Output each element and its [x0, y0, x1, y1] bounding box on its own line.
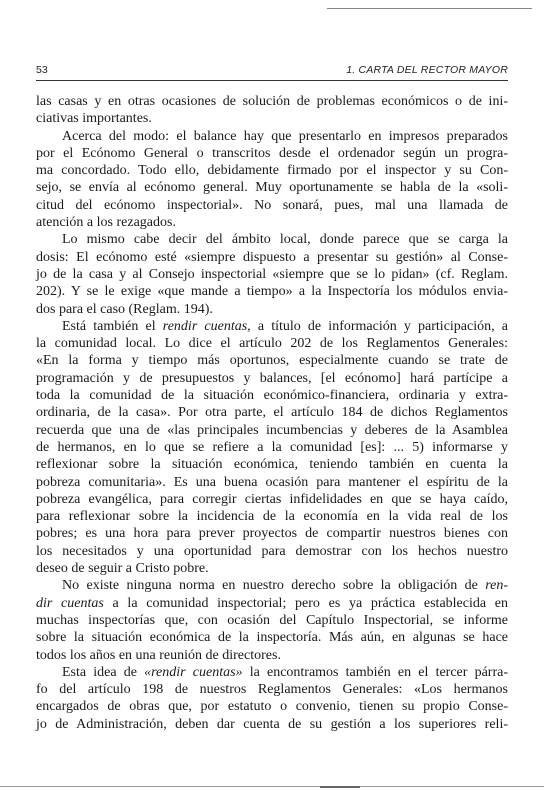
text-line — [36, 698, 508, 715]
italic-text: rendir cuentas, — [162, 318, 251, 334]
text-line — [36, 266, 508, 283]
text-segment: a título de información y participación, a — [250, 318, 508, 334]
text-segment: 202). Y se le exige «que mande a tiempo» a la Inspectoría los módulos envia- — [36, 284, 508, 300]
text-line — [36, 474, 508, 491]
text-segment: atención a los rezagados. — [36, 215, 176, 231]
italic-text: ren- — [485, 578, 508, 594]
text-line — [36, 283, 508, 300]
text-segment: Acerca del modo: el balance hay que presentarlo en impresos preparados — [62, 128, 508, 144]
text-segment: Está también el — [62, 318, 163, 334]
text-segment: jo de Administración, deben dar cuenta de su gestión a los superiores reli- — [36, 716, 508, 732]
text-segment: recuerda que una de «las principales incumbencias y deberes de la Asamblea — [36, 422, 508, 438]
text-segment: Lo mismo cabe decir del ámbito local, donde parece que se carga la — [62, 232, 508, 248]
text-line — [36, 352, 508, 369]
text-line — [36, 647, 508, 664]
text-segment: programación y de presupuestos y balances, [el ecónomo] hará partícipe a — [36, 370, 508, 386]
text-segment: de hermanos, en lo que se refiere a la comunidad [es]: ... 5) informarse y — [36, 439, 508, 455]
text-line — [36, 318, 508, 335]
text-segment: sobre la situación económica de la inspectoría. Más aún, en algunas se hace — [36, 630, 508, 646]
text-segment: las casas y en otras ocasiones de solución de problemas económicos o de ini- — [36, 94, 508, 109]
text-line — [36, 301, 508, 318]
text-segment: jo de la casa y al Consejo inspectorial «siempre que se lo pidan» (cf. Reglam. — [36, 266, 508, 282]
text-segment: los necesitados y una oportunidad para demostrar con los hechos nuestro — [36, 543, 508, 559]
text-segment: deseo de seguir a Cristo pobre. — [36, 561, 209, 577]
text-segment: fo del artículo 198 de nuestros Reglamentos Generales: «Los hermanos — [36, 682, 508, 698]
text-line — [36, 577, 508, 594]
text-segment: a la comunidad inspectorial; pero es ya práctica establecida en — [103, 595, 508, 611]
text-line — [36, 681, 508, 698]
text-segment: la comunidad local. Lo dice el artículo 202 de los Reglamentos Generales: — [36, 336, 508, 352]
text-line — [36, 612, 508, 629]
text-segment: reflexionar sobre la situación económica, teniendo también en cuenta la — [36, 457, 508, 473]
text-segment: por el Ecónomo General o transcritos desde el ordenador según un progra- — [36, 145, 508, 161]
text-line — [36, 93, 508, 110]
text-segment: todos los años en una reunión de directores. — [36, 647, 281, 663]
bottom-rule-mark — [320, 786, 360, 788]
text-segment: ma concordado. Todo ello, debidamente firmado por el inspector y su Con- — [36, 163, 508, 179]
text-segment: para reflexionar sobre la incidencia de la economía en la vida real de los — [36, 509, 508, 525]
running-title: 1. CARTA DEL RECTOR MAYOR — [346, 64, 508, 76]
text-segment: «En la forma y tiempo más oportunos, especialmente cuando se trate de — [36, 353, 508, 369]
text-segment: ciativas importantes. — [36, 111, 152, 127]
text-segment: pobres; es una hora para prever proyectos de compartir nuestros bienes con — [36, 526, 508, 542]
text-segment: toda la comunidad de la situación económico-financiera, ordinaria y extra- — [36, 388, 508, 404]
text-line — [36, 162, 508, 179]
bottom-rule — [0, 786, 544, 787]
text-line — [36, 249, 508, 266]
text-line — [36, 128, 508, 145]
body-text — [36, 93, 508, 733]
text-segment: muchas inspectorías que, con ocasión del Capítulo Inspectorial, se informe — [36, 612, 508, 628]
text-line — [36, 214, 508, 231]
text-line — [36, 197, 508, 214]
italic-text: «rendir cuentas» — [144, 664, 243, 680]
text-segment: pobreza evangélica, para corregir ciertas infidelidades en que se haya caído, — [36, 491, 508, 507]
top-rule — [327, 8, 532, 9]
text-line — [36, 595, 508, 612]
text-line — [36, 110, 508, 127]
text-segment: pobreza comunitaria». Es una buena ocasión para mantener el espíritu de la — [36, 474, 508, 490]
page-number: 53 — [36, 64, 48, 76]
italic-text: dir cuentas — [36, 595, 104, 611]
text-line — [36, 335, 508, 352]
text-line — [36, 664, 508, 681]
text-line — [36, 439, 508, 456]
text-line — [36, 716, 508, 733]
text-line — [36, 560, 508, 577]
text-line — [36, 422, 508, 439]
text-line — [36, 456, 508, 473]
page-header — [36, 64, 508, 80]
text-segment: ordinaria, de la casa». Por otra parte, el artículo 184 de dichos Reglamentos — [36, 405, 508, 421]
text-segment: Esta idea de — [62, 664, 145, 680]
text-line — [36, 145, 508, 162]
text-segment: citud del ecónomo inspectorial». No sonará, pues, mal una llamada de — [36, 197, 508, 213]
text-segment: dos para el caso (Reglam. 194). — [36, 301, 213, 317]
text-segment: encargados de obras que, por estatuto o convenio, tienen su propio Conse- — [36, 699, 508, 715]
text-line — [36, 629, 508, 646]
text-line — [36, 508, 508, 525]
text-line — [36, 370, 508, 387]
text-line — [36, 491, 508, 508]
text-segment: dosis: El ecónomo esté «siempre dispuesto a presentar su gestión» al Conse- — [36, 249, 508, 265]
header-rule — [36, 80, 508, 81]
text-segment: sejo, se envía al ecónomo general. Muy oportunamente se habla de la «soli- — [36, 180, 508, 196]
text-line — [36, 179, 508, 196]
text-line — [36, 387, 508, 404]
text-segment: la encontramos también en el tercer párra- — [242, 664, 508, 680]
text-line — [36, 231, 508, 248]
text-line — [36, 543, 508, 560]
text-line — [36, 525, 508, 542]
text-line — [36, 404, 508, 421]
text-segment: No existe ninguna norma en nuestro derecho sobre la obligación de — [62, 578, 486, 594]
